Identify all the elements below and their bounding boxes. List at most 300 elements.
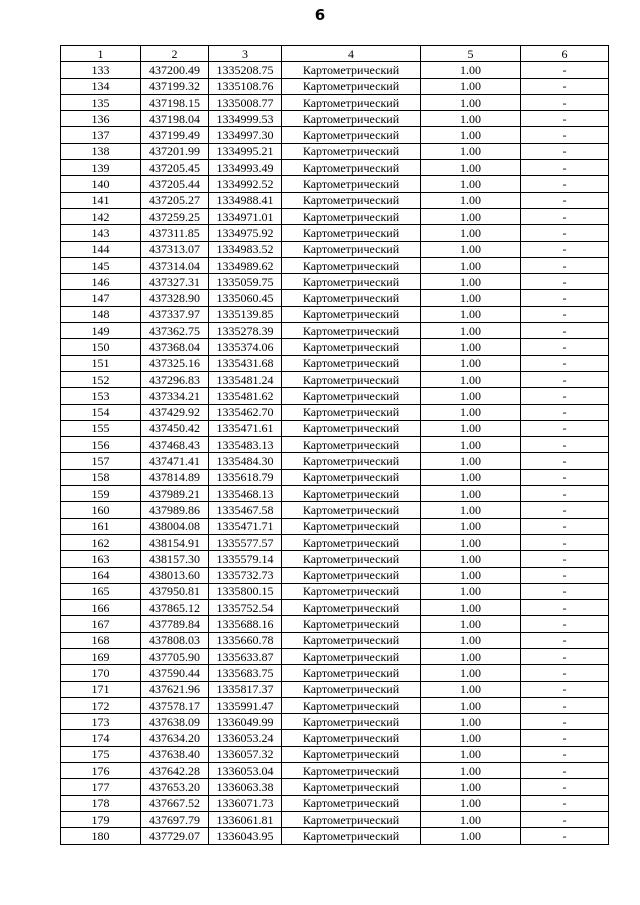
x-coordinate-cell: 438004.08	[141, 518, 209, 534]
column-header-4: 4	[282, 46, 421, 62]
y-coordinate-cell: 1335471.71	[209, 518, 282, 534]
note-cell: -	[521, 306, 609, 322]
x-coordinate-cell: 437471.41	[141, 453, 209, 469]
y-coordinate-cell: 1334993.49	[209, 160, 282, 176]
x-coordinate-cell: 437205.44	[141, 176, 209, 192]
accuracy-cell: 1.00	[421, 567, 521, 583]
method-cell: Картометрический	[282, 469, 421, 485]
method-cell: Картометрический	[282, 486, 421, 502]
accuracy-cell: 1.00	[421, 371, 521, 387]
note-cell: -	[521, 437, 609, 453]
x-coordinate-cell: 437642.28	[141, 763, 209, 779]
table-row	[61, 355, 609, 371]
y-coordinate-cell: 1335752.54	[209, 600, 282, 616]
y-coordinate-cell: 1336057.32	[209, 746, 282, 762]
note-cell: -	[521, 828, 609, 844]
method-cell: Картометрический	[282, 795, 421, 811]
table-row	[61, 665, 609, 681]
accuracy-cell: 1.00	[421, 665, 521, 681]
x-coordinate-cell: 437327.31	[141, 274, 209, 290]
table-row	[61, 534, 609, 550]
table-row	[61, 600, 609, 616]
note-cell: -	[521, 811, 609, 827]
method-cell: Картометрический	[282, 583, 421, 599]
note-cell: -	[521, 697, 609, 713]
method-cell: Картометрический	[282, 681, 421, 697]
table-row	[61, 94, 609, 110]
y-coordinate-cell: 1335800.15	[209, 583, 282, 599]
y-coordinate-cell: 1334971.01	[209, 208, 282, 224]
x-coordinate-cell: 437638.09	[141, 714, 209, 730]
method-cell: Картометрический	[282, 208, 421, 224]
table-row	[61, 469, 609, 485]
method-cell: Картометрический	[282, 143, 421, 159]
note-cell: -	[521, 746, 609, 762]
table-row	[61, 306, 609, 322]
y-coordinate-cell: 1336049.99	[209, 714, 282, 730]
x-coordinate-cell: 437362.75	[141, 323, 209, 339]
method-cell: Картометрический	[282, 111, 421, 127]
method-cell: Картометрический	[282, 534, 421, 550]
accuracy-cell: 1.00	[421, 388, 521, 404]
point-number-cell: 156	[61, 437, 141, 453]
note-cell: -	[521, 648, 609, 664]
page-number: 6	[314, 6, 326, 24]
x-coordinate-cell: 437789.84	[141, 616, 209, 632]
column-header-6: 6	[521, 46, 609, 62]
method-cell: Картометрический	[282, 371, 421, 387]
accuracy-cell: 1.00	[421, 811, 521, 827]
accuracy-cell: 1.00	[421, 225, 521, 241]
accuracy-cell: 1.00	[421, 192, 521, 208]
table-row	[61, 828, 609, 844]
method-cell: Картометрический	[282, 94, 421, 110]
accuracy-cell: 1.00	[421, 616, 521, 632]
y-coordinate-cell: 1336053.04	[209, 763, 282, 779]
point-number-cell: 155	[61, 420, 141, 436]
method-cell: Картометрический	[282, 746, 421, 762]
method-cell: Картометрический	[282, 779, 421, 795]
table-row	[61, 811, 609, 827]
y-coordinate-cell: 1336071.73	[209, 795, 282, 811]
y-coordinate-cell: 1335683.75	[209, 665, 282, 681]
table-row	[61, 648, 609, 664]
method-cell: Картометрический	[282, 306, 421, 322]
point-number-cell: 150	[61, 339, 141, 355]
note-cell: -	[521, 453, 609, 469]
point-number-cell: 141	[61, 192, 141, 208]
x-coordinate-cell: 437199.49	[141, 127, 209, 143]
x-coordinate-cell: 437808.03	[141, 632, 209, 648]
accuracy-cell: 1.00	[421, 551, 521, 567]
note-cell: -	[521, 486, 609, 502]
accuracy-cell: 1.00	[421, 208, 521, 224]
y-coordinate-cell: 1335660.78	[209, 632, 282, 648]
method-cell: Картометрический	[282, 176, 421, 192]
accuracy-cell: 1.00	[421, 502, 521, 518]
point-number-cell: 160	[61, 502, 141, 518]
y-coordinate-cell: 1335471.61	[209, 420, 282, 436]
column-header-1: 1	[61, 46, 141, 62]
accuracy-cell: 1.00	[421, 746, 521, 762]
y-coordinate-cell: 1334997.30	[209, 127, 282, 143]
accuracy-cell: 1.00	[421, 323, 521, 339]
note-cell: -	[521, 176, 609, 192]
x-coordinate-cell: 437638.40	[141, 746, 209, 762]
accuracy-cell: 1.00	[421, 714, 521, 730]
point-number-cell: 136	[61, 111, 141, 127]
y-coordinate-cell: 1336053.24	[209, 730, 282, 746]
y-coordinate-cell: 1335484.30	[209, 453, 282, 469]
y-coordinate-cell: 1335633.87	[209, 648, 282, 664]
y-coordinate-cell: 1335618.79	[209, 469, 282, 485]
x-coordinate-cell: 437313.07	[141, 241, 209, 257]
note-cell: -	[521, 404, 609, 420]
accuracy-cell: 1.00	[421, 795, 521, 811]
y-coordinate-cell: 1335732.73	[209, 567, 282, 583]
y-coordinate-cell: 1335139.85	[209, 306, 282, 322]
x-coordinate-cell: 437989.86	[141, 502, 209, 518]
note-cell: -	[521, 518, 609, 534]
table-row	[61, 111, 609, 127]
method-cell: Картометрический	[282, 453, 421, 469]
accuracy-cell: 1.00	[421, 648, 521, 664]
y-coordinate-cell: 1334995.21	[209, 143, 282, 159]
method-cell: Картометрический	[282, 274, 421, 290]
method-cell: Картометрический	[282, 567, 421, 583]
table-row	[61, 583, 609, 599]
x-coordinate-cell: 437205.27	[141, 192, 209, 208]
table-row	[61, 208, 609, 224]
y-coordinate-cell: 1336061.81	[209, 811, 282, 827]
y-coordinate-cell: 1335278.39	[209, 323, 282, 339]
method-cell: Картометрический	[282, 763, 421, 779]
y-coordinate-cell: 1335060.45	[209, 290, 282, 306]
y-coordinate-cell: 1335467.58	[209, 502, 282, 518]
method-cell: Картометрический	[282, 648, 421, 664]
method-cell: Картометрический	[282, 437, 421, 453]
x-coordinate-cell: 438154.91	[141, 534, 209, 550]
note-cell: -	[521, 111, 609, 127]
method-cell: Картометрический	[282, 632, 421, 648]
y-coordinate-cell: 1335817.37	[209, 681, 282, 697]
point-number-cell: 133	[61, 62, 141, 78]
y-coordinate-cell: 1336063.38	[209, 779, 282, 795]
table-row	[61, 371, 609, 387]
note-cell: -	[521, 371, 609, 387]
column-header-5: 5	[421, 46, 521, 62]
note-cell: -	[521, 420, 609, 436]
point-number-cell: 161	[61, 518, 141, 534]
x-coordinate-cell: 437621.96	[141, 681, 209, 697]
method-cell: Картометрический	[282, 225, 421, 241]
accuracy-cell: 1.00	[421, 404, 521, 420]
note-cell: -	[521, 714, 609, 730]
x-coordinate-cell: 437667.52	[141, 795, 209, 811]
point-number-cell: 174	[61, 730, 141, 746]
table-row	[61, 681, 609, 697]
method-cell: Картометрический	[282, 730, 421, 746]
note-cell: -	[521, 681, 609, 697]
y-coordinate-cell: 1334975.92	[209, 225, 282, 241]
table-row	[61, 160, 609, 176]
table-row	[61, 486, 609, 502]
method-cell: Картометрический	[282, 828, 421, 844]
point-number-cell: 168	[61, 632, 141, 648]
accuracy-cell: 1.00	[421, 600, 521, 616]
table-row	[61, 730, 609, 746]
table-row	[61, 453, 609, 469]
note-cell: -	[521, 632, 609, 648]
table-row	[61, 795, 609, 811]
x-coordinate-cell: 437337.97	[141, 306, 209, 322]
accuracy-cell: 1.00	[421, 828, 521, 844]
accuracy-cell: 1.00	[421, 160, 521, 176]
table-row	[61, 437, 609, 453]
x-coordinate-cell: 437729.07	[141, 828, 209, 844]
table-row	[61, 290, 609, 306]
table-row	[61, 339, 609, 355]
x-coordinate-cell: 437325.16	[141, 355, 209, 371]
x-coordinate-cell: 437634.20	[141, 730, 209, 746]
point-number-cell: 135	[61, 94, 141, 110]
method-cell: Картометрический	[282, 127, 421, 143]
note-cell: -	[521, 241, 609, 257]
method-cell: Картометрический	[282, 420, 421, 436]
point-number-cell: 145	[61, 257, 141, 273]
y-coordinate-cell: 1335059.75	[209, 274, 282, 290]
point-number-cell: 179	[61, 811, 141, 827]
accuracy-cell: 1.00	[421, 518, 521, 534]
accuracy-cell: 1.00	[421, 583, 521, 599]
table-row	[61, 632, 609, 648]
x-coordinate-cell: 437198.04	[141, 111, 209, 127]
x-coordinate-cell: 437199.32	[141, 78, 209, 94]
y-coordinate-cell: 1334992.52	[209, 176, 282, 192]
y-coordinate-cell: 1334988.41	[209, 192, 282, 208]
y-coordinate-cell: 1334989.62	[209, 257, 282, 273]
column-header-3: 3	[209, 46, 282, 62]
x-coordinate-cell: 437865.12	[141, 600, 209, 616]
x-coordinate-cell: 437311.85	[141, 225, 209, 241]
table-row	[61, 779, 609, 795]
x-coordinate-cell: 437334.21	[141, 388, 209, 404]
note-cell: -	[521, 567, 609, 583]
accuracy-cell: 1.00	[421, 176, 521, 192]
note-cell: -	[521, 192, 609, 208]
y-coordinate-cell: 1335008.77	[209, 94, 282, 110]
y-coordinate-cell: 1335208.75	[209, 62, 282, 78]
table-row	[61, 62, 609, 78]
x-coordinate-cell: 437429.92	[141, 404, 209, 420]
x-coordinate-cell: 437314.04	[141, 257, 209, 273]
point-number-cell: 144	[61, 241, 141, 257]
method-cell: Картометрический	[282, 518, 421, 534]
accuracy-cell: 1.00	[421, 486, 521, 502]
method-cell: Картометрический	[282, 241, 421, 257]
point-number-cell: 142	[61, 208, 141, 224]
accuracy-cell: 1.00	[421, 62, 521, 78]
method-cell: Картометрический	[282, 388, 421, 404]
table-header-row	[61, 46, 609, 62]
point-number-cell: 173	[61, 714, 141, 730]
table-row	[61, 567, 609, 583]
accuracy-cell: 1.00	[421, 257, 521, 273]
accuracy-cell: 1.00	[421, 697, 521, 713]
table-row	[61, 127, 609, 143]
method-cell: Картометрический	[282, 62, 421, 78]
accuracy-cell: 1.00	[421, 78, 521, 94]
point-number-cell: 180	[61, 828, 141, 844]
accuracy-cell: 1.00	[421, 469, 521, 485]
point-number-cell: 175	[61, 746, 141, 762]
x-coordinate-cell: 437198.15	[141, 94, 209, 110]
note-cell: -	[521, 795, 609, 811]
method-cell: Картометрический	[282, 192, 421, 208]
x-coordinate-cell: 437653.20	[141, 779, 209, 795]
method-cell: Картометрический	[282, 339, 421, 355]
table-row	[61, 241, 609, 257]
accuracy-cell: 1.00	[421, 306, 521, 322]
y-coordinate-cell: 1335483.13	[209, 437, 282, 453]
point-number-cell: 177	[61, 779, 141, 795]
y-coordinate-cell: 1336043.95	[209, 828, 282, 844]
point-number-cell: 176	[61, 763, 141, 779]
note-cell: -	[521, 127, 609, 143]
method-cell: Картометрический	[282, 290, 421, 306]
accuracy-cell: 1.00	[421, 241, 521, 257]
method-cell: Картометрический	[282, 665, 421, 681]
point-number-cell: 148	[61, 306, 141, 322]
note-cell: -	[521, 600, 609, 616]
x-coordinate-cell: 437468.43	[141, 437, 209, 453]
method-cell: Картометрический	[282, 78, 421, 94]
table-row	[61, 551, 609, 567]
x-coordinate-cell: 437259.25	[141, 208, 209, 224]
x-coordinate-cell: 437590.44	[141, 665, 209, 681]
table-row	[61, 323, 609, 339]
method-cell: Картометрический	[282, 502, 421, 518]
accuracy-cell: 1.00	[421, 763, 521, 779]
point-number-cell: 170	[61, 665, 141, 681]
note-cell: -	[521, 62, 609, 78]
point-number-cell: 152	[61, 371, 141, 387]
note-cell: -	[521, 290, 609, 306]
accuracy-cell: 1.00	[421, 420, 521, 436]
note-cell: -	[521, 355, 609, 371]
method-cell: Картометрический	[282, 714, 421, 730]
accuracy-cell: 1.00	[421, 290, 521, 306]
note-cell: -	[521, 208, 609, 224]
method-cell: Картометрический	[282, 160, 421, 176]
note-cell: -	[521, 274, 609, 290]
x-coordinate-cell: 437705.90	[141, 648, 209, 664]
point-number-cell: 147	[61, 290, 141, 306]
note-cell: -	[521, 160, 609, 176]
accuracy-cell: 1.00	[421, 355, 521, 371]
note-cell: -	[521, 257, 609, 273]
x-coordinate-cell: 437814.89	[141, 469, 209, 485]
method-cell: Картометрический	[282, 551, 421, 567]
y-coordinate-cell: 1335374.06	[209, 339, 282, 355]
table-row	[61, 78, 609, 94]
y-coordinate-cell: 1334999.53	[209, 111, 282, 127]
x-coordinate-cell: 437201.99	[141, 143, 209, 159]
point-number-cell: 163	[61, 551, 141, 567]
table-row	[61, 192, 609, 208]
point-number-cell: 143	[61, 225, 141, 241]
note-cell: -	[521, 225, 609, 241]
note-cell: -	[521, 583, 609, 599]
table-body	[61, 62, 609, 844]
point-number-cell: 165	[61, 583, 141, 599]
x-coordinate-cell: 437578.17	[141, 697, 209, 713]
table-row	[61, 697, 609, 713]
x-coordinate-cell: 437296.83	[141, 371, 209, 387]
table-row	[61, 420, 609, 436]
point-number-cell: 169	[61, 648, 141, 664]
table-row	[61, 502, 609, 518]
method-cell: Картометрический	[282, 404, 421, 420]
x-coordinate-cell: 438157.30	[141, 551, 209, 567]
note-cell: -	[521, 94, 609, 110]
point-number-cell: 139	[61, 160, 141, 176]
note-cell: -	[521, 730, 609, 746]
point-number-cell: 153	[61, 388, 141, 404]
accuracy-cell: 1.00	[421, 681, 521, 697]
y-coordinate-cell: 1335108.76	[209, 78, 282, 94]
coordinates-table	[60, 45, 609, 845]
y-coordinate-cell: 1335431.68	[209, 355, 282, 371]
point-number-cell: 158	[61, 469, 141, 485]
method-cell: Картометрический	[282, 355, 421, 371]
point-number-cell: 159	[61, 486, 141, 502]
accuracy-cell: 1.00	[421, 534, 521, 550]
note-cell: -	[521, 551, 609, 567]
point-number-cell: 172	[61, 697, 141, 713]
table-row	[61, 746, 609, 762]
accuracy-cell: 1.00	[421, 779, 521, 795]
method-cell: Картометрический	[282, 257, 421, 273]
y-coordinate-cell: 1335688.16	[209, 616, 282, 632]
y-coordinate-cell: 1334983.52	[209, 241, 282, 257]
y-coordinate-cell: 1335991.47	[209, 697, 282, 713]
point-number-cell: 154	[61, 404, 141, 420]
table-row	[61, 388, 609, 404]
note-cell: -	[521, 469, 609, 485]
note-cell: -	[521, 78, 609, 94]
x-coordinate-cell: 437200.49	[141, 62, 209, 78]
note-cell: -	[521, 534, 609, 550]
table-row	[61, 518, 609, 534]
x-coordinate-cell: 437450.42	[141, 420, 209, 436]
table-row	[61, 616, 609, 632]
method-cell: Картометрический	[282, 323, 421, 339]
note-cell: -	[521, 763, 609, 779]
point-number-cell: 157	[61, 453, 141, 469]
note-cell: -	[521, 779, 609, 795]
accuracy-cell: 1.00	[421, 143, 521, 159]
note-cell: -	[521, 339, 609, 355]
x-coordinate-cell: 437950.81	[141, 583, 209, 599]
point-number-cell: 138	[61, 143, 141, 159]
accuracy-cell: 1.00	[421, 453, 521, 469]
method-cell: Картометрический	[282, 616, 421, 632]
method-cell: Картометрический	[282, 811, 421, 827]
x-coordinate-cell: 437697.79	[141, 811, 209, 827]
y-coordinate-cell: 1335468.13	[209, 486, 282, 502]
note-cell: -	[521, 616, 609, 632]
